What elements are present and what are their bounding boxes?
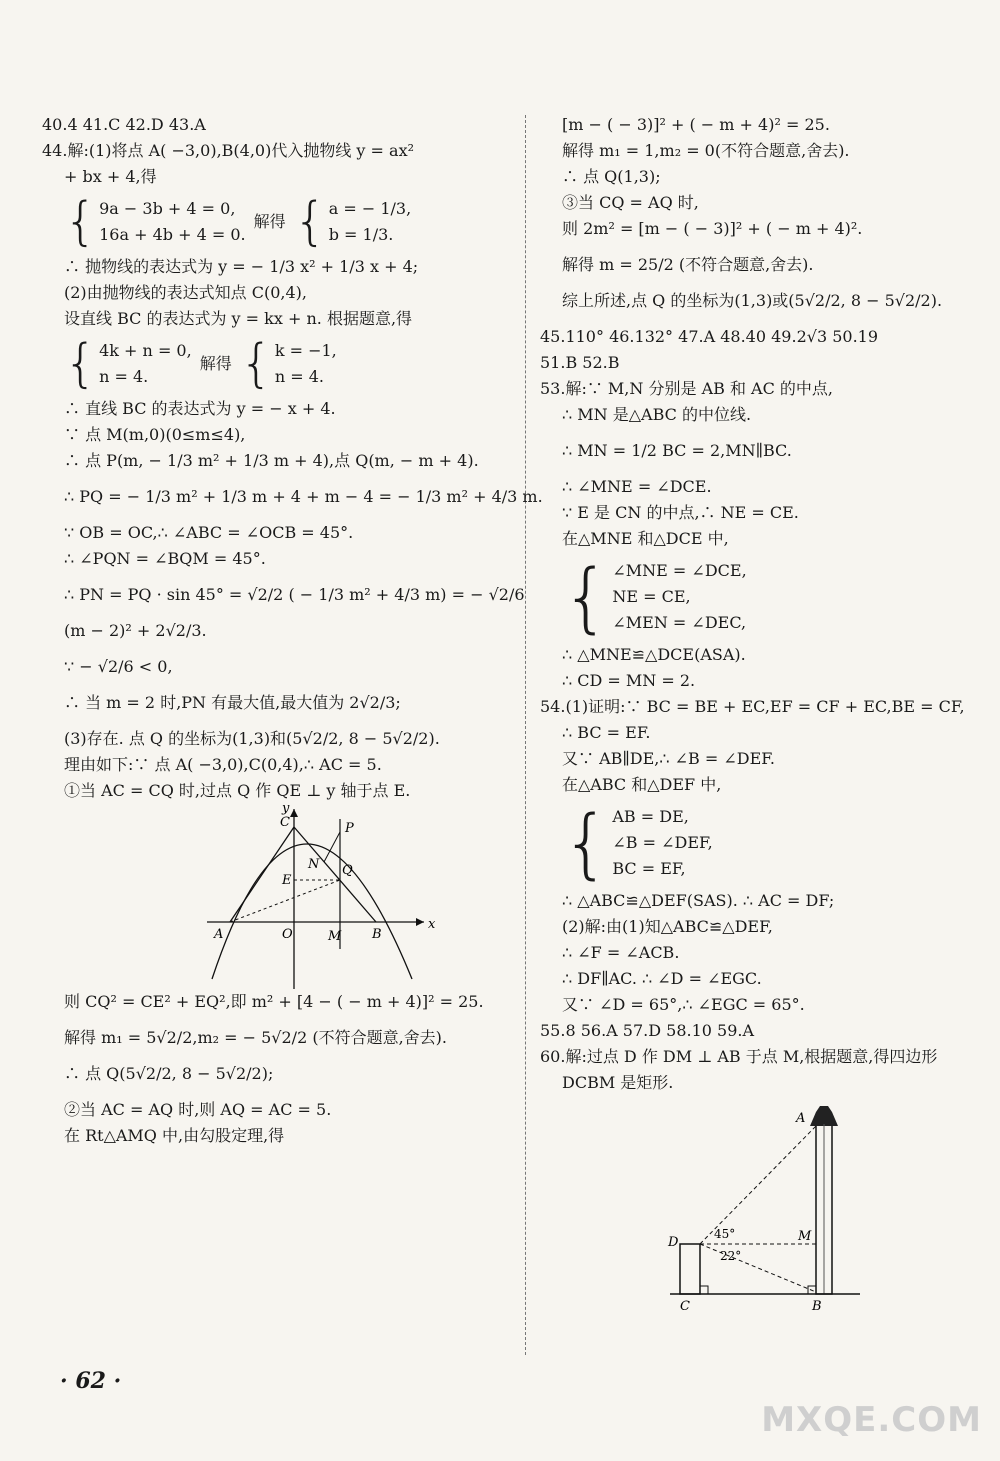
solution-line: 在△ABC 和△DEF 中,: [562, 775, 722, 794]
solution-line: ∴ ∠MNE = ∠DCE.: [562, 477, 712, 496]
column-divider: [525, 115, 526, 1355]
brace-symbol: {: [562, 798, 611, 887]
equation: BC = EF,: [612, 859, 686, 878]
parabola-graph: [202, 804, 442, 989]
solution-line: ∵ − √2/6 < 0,: [64, 657, 173, 676]
equation: 4k + n = 0,: [99, 341, 192, 360]
solution-line: ∴ MN 是△ABC 的中位线.: [562, 405, 752, 424]
equation: ∠MNE = ∠DCE,: [612, 561, 747, 580]
angle-22-label: 22°: [720, 1249, 742, 1263]
label-c: C: [680, 1299, 690, 1314]
solution-line: 解得 m₁ = 1,m₂ = 0(不符合题意,舍去).: [562, 141, 850, 160]
solution-line: 理由如下:∵ 点 A( −3,0),C(0,4),∴ AC = 5.: [64, 755, 382, 774]
solution-line: ∴ BC = EF.: [562, 723, 651, 742]
equation: b = 1/3.: [328, 225, 394, 244]
q54-line: 54.(1)证明:∵ BC = BE + EC,EF = CF + EC,BE = CF,: [540, 697, 965, 716]
brace-symbol: {: [239, 334, 273, 394]
solution-line: 综上所述,点 Q 的坐标为(1,3)或(5√2/2, 8 − 5√2/2).: [562, 291, 943, 310]
equation: ∠B = ∠DEF,: [612, 833, 713, 852]
solution-line: (2)由抛物线的表达式知点 C(0,4),: [64, 283, 308, 302]
sight-line-db: [700, 1244, 816, 1292]
equation: ∠MEN = ∠DEC,: [612, 613, 747, 632]
page-number: · 62 ·: [60, 1368, 122, 1394]
solution-line: ∴ 点 Q(1,3);: [562, 167, 661, 186]
equation-system-2: [42, 334, 512, 394]
solution-line: 又∵ ∠D = 65°,∴ ∠EGC = 65°.: [562, 995, 805, 1014]
solution-line: ∴ ∠F = ∠ACB.: [562, 943, 680, 962]
equation-system-1: [42, 192, 512, 252]
solve-label: 解得: [253, 212, 286, 231]
equation: 16a + 4b + 4 = 0.: [99, 225, 246, 244]
label-b: B: [812, 1299, 822, 1314]
label-x: x: [428, 917, 436, 932]
solution-line: DCBM 是矩形.: [562, 1073, 674, 1092]
equation: a = − 1/3,: [328, 199, 412, 218]
equation-system-3: [540, 552, 980, 641]
solution-line: (2)解:由(1)知△ABC≌△DEF,: [562, 917, 773, 936]
tower-diagram: [660, 1104, 880, 1314]
q44-line: 44.解:(1)将点 A( −3,0),B(4,0)代入抛物线 y = ax²: [42, 141, 415, 160]
label-o: O: [282, 927, 293, 942]
solution-line: 解得 m₁ = 5√2/2,m₂ = − 5√2/2 (不符合题意,舍去).: [64, 1028, 447, 1047]
brace-symbol: {: [64, 334, 98, 394]
equation: NE = CE,: [612, 587, 691, 606]
solution-line: ∴ CD = MN = 2.: [562, 671, 696, 690]
equation: AB = DE,: [612, 807, 689, 826]
label-e: E: [282, 873, 292, 888]
solution-line: ∴ △ABC≌△DEF(SAS). ∴ AC = DF;: [562, 891, 835, 910]
solution-line: [m − ( − 3)]² + ( − m + 4)² = 25.: [562, 115, 830, 134]
solution-line: ∴ PN = PQ · sin 45° = √2/2 ( − 1/3 m² + 4/3 m) = − √2/6: [64, 585, 525, 604]
solution-line: 在△MNE 和△DCE 中,: [562, 529, 729, 548]
solution-line: ∴ 当 m = 2 时,PN 有最大值,最大值为 2√2/3;: [64, 693, 401, 712]
solution-line: 则 CQ² = CE² + EQ²,即 m² + [4 − ( − m + 4)]² = 25.: [64, 992, 484, 1011]
solution-line: ∴ PQ = − 1/3 m² + 1/3 m + 4 + m − 4 = − 1/3 m² + 4/3 m.: [64, 487, 543, 506]
answer-line: 55.8 56.A 57.D 58.10 59.A: [540, 1021, 755, 1040]
solution-line: ∴ 点 P(m, − 1/3 m² + 1/3 m + 4),点 Q(m, − m + 4).: [64, 451, 479, 470]
solution-line: 在 Rt△AMQ 中,由勾股定理,得: [64, 1126, 285, 1145]
equation: n = 4.: [99, 367, 149, 386]
tower-top: [810, 1106, 838, 1126]
solution-line: 解得 m = 25/2 (不符合题意,舍去).: [562, 255, 814, 274]
solution-line: ∴ 抛物线的表达式为 y = − 1/3 x² + 1/3 x + 4;: [64, 257, 419, 276]
solve-label: 解得: [199, 354, 232, 373]
label-a: A: [214, 927, 224, 942]
brace-symbol: {: [562, 552, 611, 641]
answer-line: 51.B 52.B: [540, 353, 620, 372]
label-y: y: [282, 804, 290, 816]
answer-line: 45.110° 46.132° 47.A 48.40 49.2√3 50.19: [540, 327, 879, 346]
equation: n = 4.: [274, 367, 324, 386]
solution-line: ∴ MN = 1/2 BC = 2,MN∥BC.: [562, 441, 792, 460]
left-column: [42, 112, 543, 1149]
solution-line: ③当 CQ = AQ 时,: [562, 193, 699, 212]
solution-line: 则 2m² = [m − ( − 3)]² + ( − m + 4)².: [562, 219, 863, 238]
angle-45-label: 45°: [714, 1227, 736, 1241]
label-p: P: [345, 821, 354, 836]
solution-line: 又∵ AB∥DE,∴ ∠B = ∠DEF.: [562, 749, 776, 768]
label-m: M: [798, 1229, 812, 1244]
label-b: B: [372, 927, 382, 942]
equation-system-4: [540, 798, 980, 887]
label-c: C: [280, 815, 290, 830]
building-dc: [680, 1244, 700, 1294]
solution-line: ∴ 点 Q(5√2/2, 8 − 5√2/2);: [64, 1064, 274, 1083]
solution-line: 设直线 BC 的表达式为 y = kx + n. 根据题意,得: [64, 309, 413, 328]
brace-symbol: {: [64, 192, 98, 252]
brace-symbol: {: [293, 192, 327, 252]
solution-line: ①当 AC = CQ 时,过点 Q 作 QE ⊥ y 轴于点 E.: [64, 781, 411, 800]
right-column: [540, 112, 980, 1314]
segment-pn: [324, 832, 340, 862]
equation: k = −1,: [274, 341, 337, 360]
label-q: Q: [342, 863, 353, 878]
label-n: N: [308, 857, 320, 872]
solution-line: ∵ OB = OC,∴ ∠ABC = ∠OCB = 45°.: [64, 523, 354, 542]
answer-line: 40.4 41.C 42.D 43.A: [42, 115, 206, 134]
solution-line: ∴ 直线 BC 的表达式为 y = − x + 4.: [64, 399, 336, 418]
q44-line: + bx + 4,得: [64, 167, 157, 186]
solution-line: ②当 AC = AQ 时,则 AQ = AC = 5.: [64, 1100, 332, 1119]
watermark: MXQE.COM: [761, 1400, 982, 1440]
solution-line: ∴ △MNE≌△DCE(ASA).: [562, 645, 746, 664]
solution-line: ∵ E 是 CN 的中点,∴ NE = CE.: [562, 503, 799, 522]
solution-line: ∵ 点 M(m,0)(0≤m≤4),: [64, 425, 246, 444]
label-d: D: [668, 1235, 679, 1250]
q53-line: 53.解:∵ M,N 分别是 AB 和 AC 的中点,: [540, 379, 834, 398]
label-m: M: [328, 929, 342, 944]
solution-line: ∴ DF∥AC. ∴ ∠D = ∠EGC.: [562, 969, 762, 988]
q60-line: 60.解:过点 D 作 DM ⊥ AB 于点 M,根据题意,得四边形: [540, 1047, 938, 1066]
solution-line: ∴ ∠PQN = ∠BQM = 45°.: [64, 549, 266, 568]
solution-line: (3)存在. 点 Q 的坐标为(1,3)和(5√2/2, 8 − 5√2/2).: [64, 729, 440, 748]
solution-line: (m − 2)² + 2√2/3.: [64, 621, 207, 640]
equation: 9a − 3b + 4 = 0,: [99, 199, 236, 218]
label-a: A: [796, 1111, 806, 1126]
